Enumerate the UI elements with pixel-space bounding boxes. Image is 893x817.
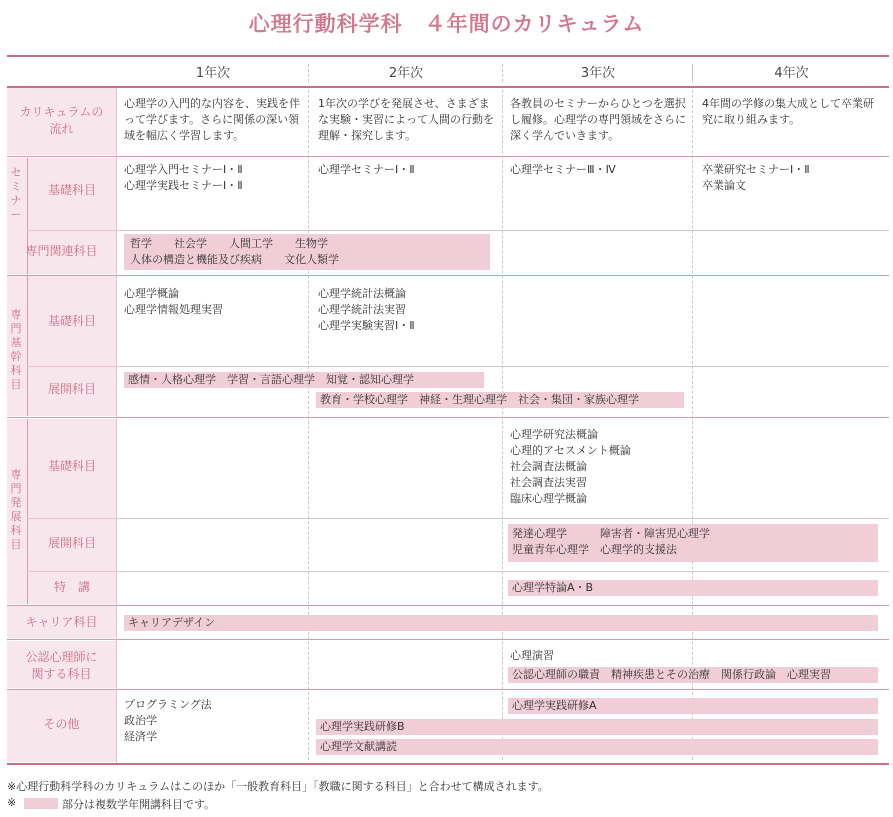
section-rule xyxy=(7,639,889,640)
sub-rule xyxy=(27,366,889,367)
section-rule xyxy=(7,156,889,157)
page-title: 心理行動科学科 ４年間のカリキュラム xyxy=(248,12,645,36)
label-hatten-group: 専 門 発 展 科 目 xyxy=(10,468,22,551)
other-bar-3 xyxy=(316,739,878,755)
header-top-rule xyxy=(7,55,889,57)
section-rule xyxy=(7,275,889,276)
legend-swatch xyxy=(24,798,58,809)
year-header-3: 3年次 xyxy=(580,66,616,81)
column-divider xyxy=(308,90,309,760)
flow-year-2: 1年次の学びを発展させ、さまざまな実験・実習によって人間の行動を理解・探究します。 xyxy=(318,97,494,142)
seminar-year-4: 卒業研究セミナーⅠ・Ⅱ 卒業論文 xyxy=(702,163,810,192)
label-kikan-kiso: 基礎科目 xyxy=(47,314,96,328)
hatten-tenkai-courses: 発達心理学 障害者・障害児心理学 児童青年心理学 心理学的支援法 xyxy=(512,527,710,556)
section-rule xyxy=(7,417,889,418)
note-2-mark: ※ xyxy=(7,796,17,809)
kounin-courses: 公認心理師の職責 精神疾患とその治療 関係行政論 心理実習 xyxy=(512,668,831,681)
flow-year-1: 心理学の入門的な内容を、実践を伴って学びます。さらに関係の深い領域を幅広く学習します。 xyxy=(124,97,300,142)
section-rule xyxy=(7,605,889,606)
kounin-plain-course: 心理演習 xyxy=(510,649,554,662)
kikan-tenkai-courses-1: 感情・人格心理学 学習・言語心理学 知覚・認知心理学 xyxy=(128,373,414,386)
hatten-kiso-year-3: 心理学研究法概論 心理的アセスメント概論 社会調査法概論 社会調査法実習 臨床心理学概論 xyxy=(510,428,631,505)
label-kikan-tenkai: 展開科目 xyxy=(47,382,96,396)
column-divider xyxy=(502,90,503,760)
kikan-tenkai-courses-2: 教育・学校心理学 神経・生理心理学 社会・集団・家族心理学 xyxy=(320,393,639,406)
other-course-2: 心理学実践研修B xyxy=(320,720,405,733)
section-rule xyxy=(7,689,889,690)
year-header-1: 1年次 xyxy=(195,66,231,81)
seminar-year-1: 心理学入門セミナーⅠ・Ⅱ 心理学実践セミナーⅠ・Ⅱ xyxy=(124,163,243,192)
seminar-year-3: 心理学セミナーⅢ・Ⅳ xyxy=(510,163,616,176)
label-career: キャリア科目 xyxy=(25,615,98,629)
label-other: その他 xyxy=(43,717,80,731)
label-bg-hatten xyxy=(7,419,116,604)
label-seminar-group: セ ミ ナ ー xyxy=(10,166,22,221)
header-bottom-rule xyxy=(7,86,889,88)
label-hatten-kiso: 基礎科目 xyxy=(47,459,96,473)
header-divider xyxy=(692,64,693,82)
sub-rule xyxy=(27,518,889,519)
label-senmon-kanren: 専門関連科目 xyxy=(25,244,98,258)
other-year-1: プログラミング法 政治学 経済学 xyxy=(124,698,212,743)
career-course: キャリアデザイン xyxy=(128,616,216,629)
career-bar xyxy=(124,615,878,631)
sub-rule xyxy=(27,571,889,572)
flow-year-3: 各教員のセミナーからひとつを選択し履修。心理学の専門領域をさらに深く学んでいきます。 xyxy=(510,97,686,142)
table-bottom-rule xyxy=(7,763,889,765)
label-kikan-group: 専 門 基 幹 科 目 xyxy=(10,308,22,391)
column-divider xyxy=(692,90,693,760)
kikan-kiso-year-2: 心理学統計法概論 心理学統計法実習 心理学実験実習Ⅰ・Ⅱ xyxy=(318,287,415,332)
label-flow: カリキュラムの 流れ xyxy=(19,105,104,136)
year-header-2: 2年次 xyxy=(388,66,424,81)
header-divider xyxy=(308,64,309,82)
other-course-3: 心理学文献講読 xyxy=(320,740,397,753)
seminar-year-2: 心理学セミナーⅠ・Ⅱ xyxy=(318,163,415,176)
year-header-4: 4年次 xyxy=(774,66,809,81)
label-kounin: 公認心理師に 関する科目 xyxy=(25,650,98,681)
kanren-courses: 哲学 社会学 人間工学 生物学 人体の構造と機能及び疾病 文化人類学 xyxy=(130,237,339,266)
note-2: 部分は複数学年開講科目です。 xyxy=(62,798,216,811)
header-divider xyxy=(502,64,503,82)
label-kiso: 基礎科目 xyxy=(47,183,96,197)
sub-rule xyxy=(27,230,889,231)
flow-year-4: 4年間の学修の集大成として卒業研究に取り組みます。 xyxy=(702,97,874,126)
label-column-edge xyxy=(116,88,117,763)
kikan-kiso-year-1: 心理学概論 心理学情報処理実習 xyxy=(124,287,223,316)
other-course-1: 心理学実践研修A xyxy=(512,699,597,712)
group-separator xyxy=(27,419,28,604)
label-hatten-tenkai: 展開科目 xyxy=(47,536,96,550)
label-tokko: 特 講 xyxy=(53,580,90,594)
tokko-course: 心理学特論A・B xyxy=(512,581,594,594)
note-1: ※心理行動科学科のカリキュラムはこのほか「一般教育科目」「教職に関する科目」と合わせて構成されます。 xyxy=(7,780,549,793)
